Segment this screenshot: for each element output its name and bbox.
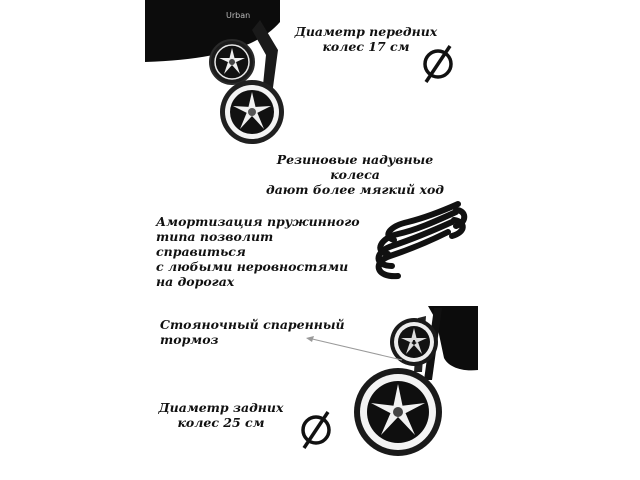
brake-pointer-arrow (298, 330, 408, 366)
tires-line2: дают более мягкий ход (266, 182, 444, 197)
rear-wheels-line2: колес 25 см (177, 415, 265, 430)
rear-wheels-line1: Диаметр задних (158, 400, 284, 415)
brand-mark: Urban (226, 11, 251, 20)
suspension-line2: типа позволит справиться (156, 229, 274, 259)
suspension-line1: Амортизация пружинного (156, 214, 360, 229)
tires-caption (250, 152, 460, 197)
suspension-line4: на дорогах (156, 274, 235, 289)
front-wheel-photo (140, 0, 290, 150)
tires-line1: Резиновые надувные колеса (276, 152, 434, 182)
suspension-line3: с любыми неровностями (156, 259, 349, 274)
suspension-caption (156, 214, 366, 289)
diameter-symbol-icon (418, 42, 458, 84)
front-wheels-line1: Диаметр передних (294, 24, 438, 39)
coil-spring-icon (368, 196, 468, 284)
front-wheels-line2: колес 17 см (322, 39, 410, 54)
brake-caption: Стояночный спаренный тормоз (160, 317, 345, 347)
rear-wheels-caption (156, 400, 286, 430)
diameter-symbol-icon (296, 408, 336, 450)
